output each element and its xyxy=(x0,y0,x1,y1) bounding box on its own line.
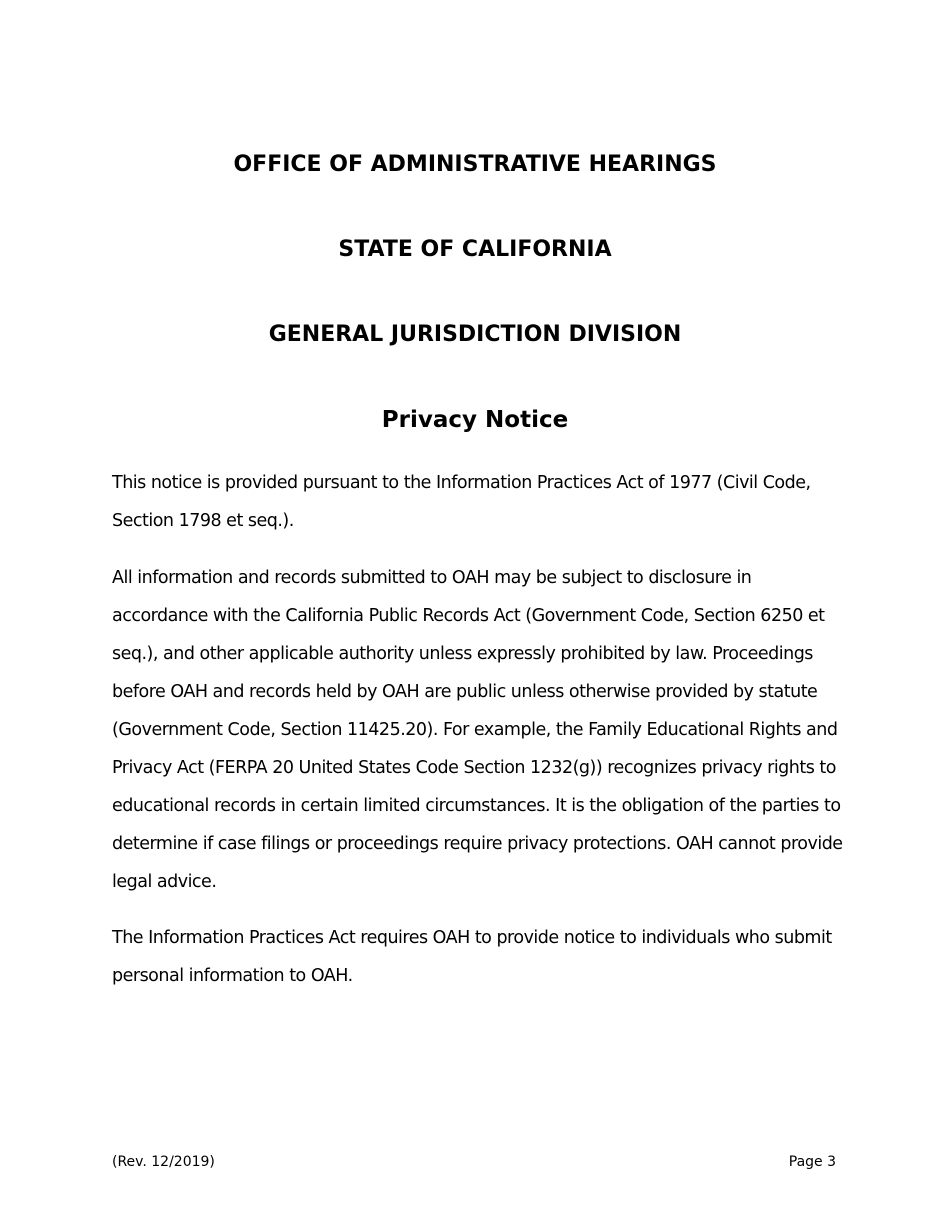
paragraph-disclosure: All information and records submitted to OAH may be subject to disclosure in accordance with the California Public Records Act (Government Code, Section 6250 et seq.), and other applicable authority unless expressly prohibited by law. Proceedings before OAH and records held by OAH are public unless otherwise provided by statute (Government Code, Section 11425.20). For example, the Family Educational Rights and Privacy Act (FERPA 20 United States Code Section 1232(g)) recognizes privacy rights to educational records in certain limited circumstances. It is the obligation of the parties to determine if case filings or proceedings require privacy protections. OAH cannot provide legal advice. xyxy=(112,568,843,892)
paragraph-notice-requirement: The Information Practices Act requires OAH to provide notice to individuals who submit personal information to OAH. xyxy=(112,928,832,986)
page-title: Privacy Notice xyxy=(381,407,569,433)
paragraph-statute-notice: This notice is provided pursuant to the Information Practices Act of 1977 (Civil Code, Section 1798 et seq.). xyxy=(112,473,811,531)
state-heading: STATE OF CALIFORNIA xyxy=(338,237,612,262)
page-number: Page 3 xyxy=(788,1154,836,1170)
revision-date: (Rev. 12/2019) xyxy=(112,1154,215,1170)
division-heading: GENERAL JURISDICTION DIVISION xyxy=(268,322,682,347)
agency-heading: OFFICE OF ADMINISTRATIVE HEARINGS xyxy=(233,152,717,177)
